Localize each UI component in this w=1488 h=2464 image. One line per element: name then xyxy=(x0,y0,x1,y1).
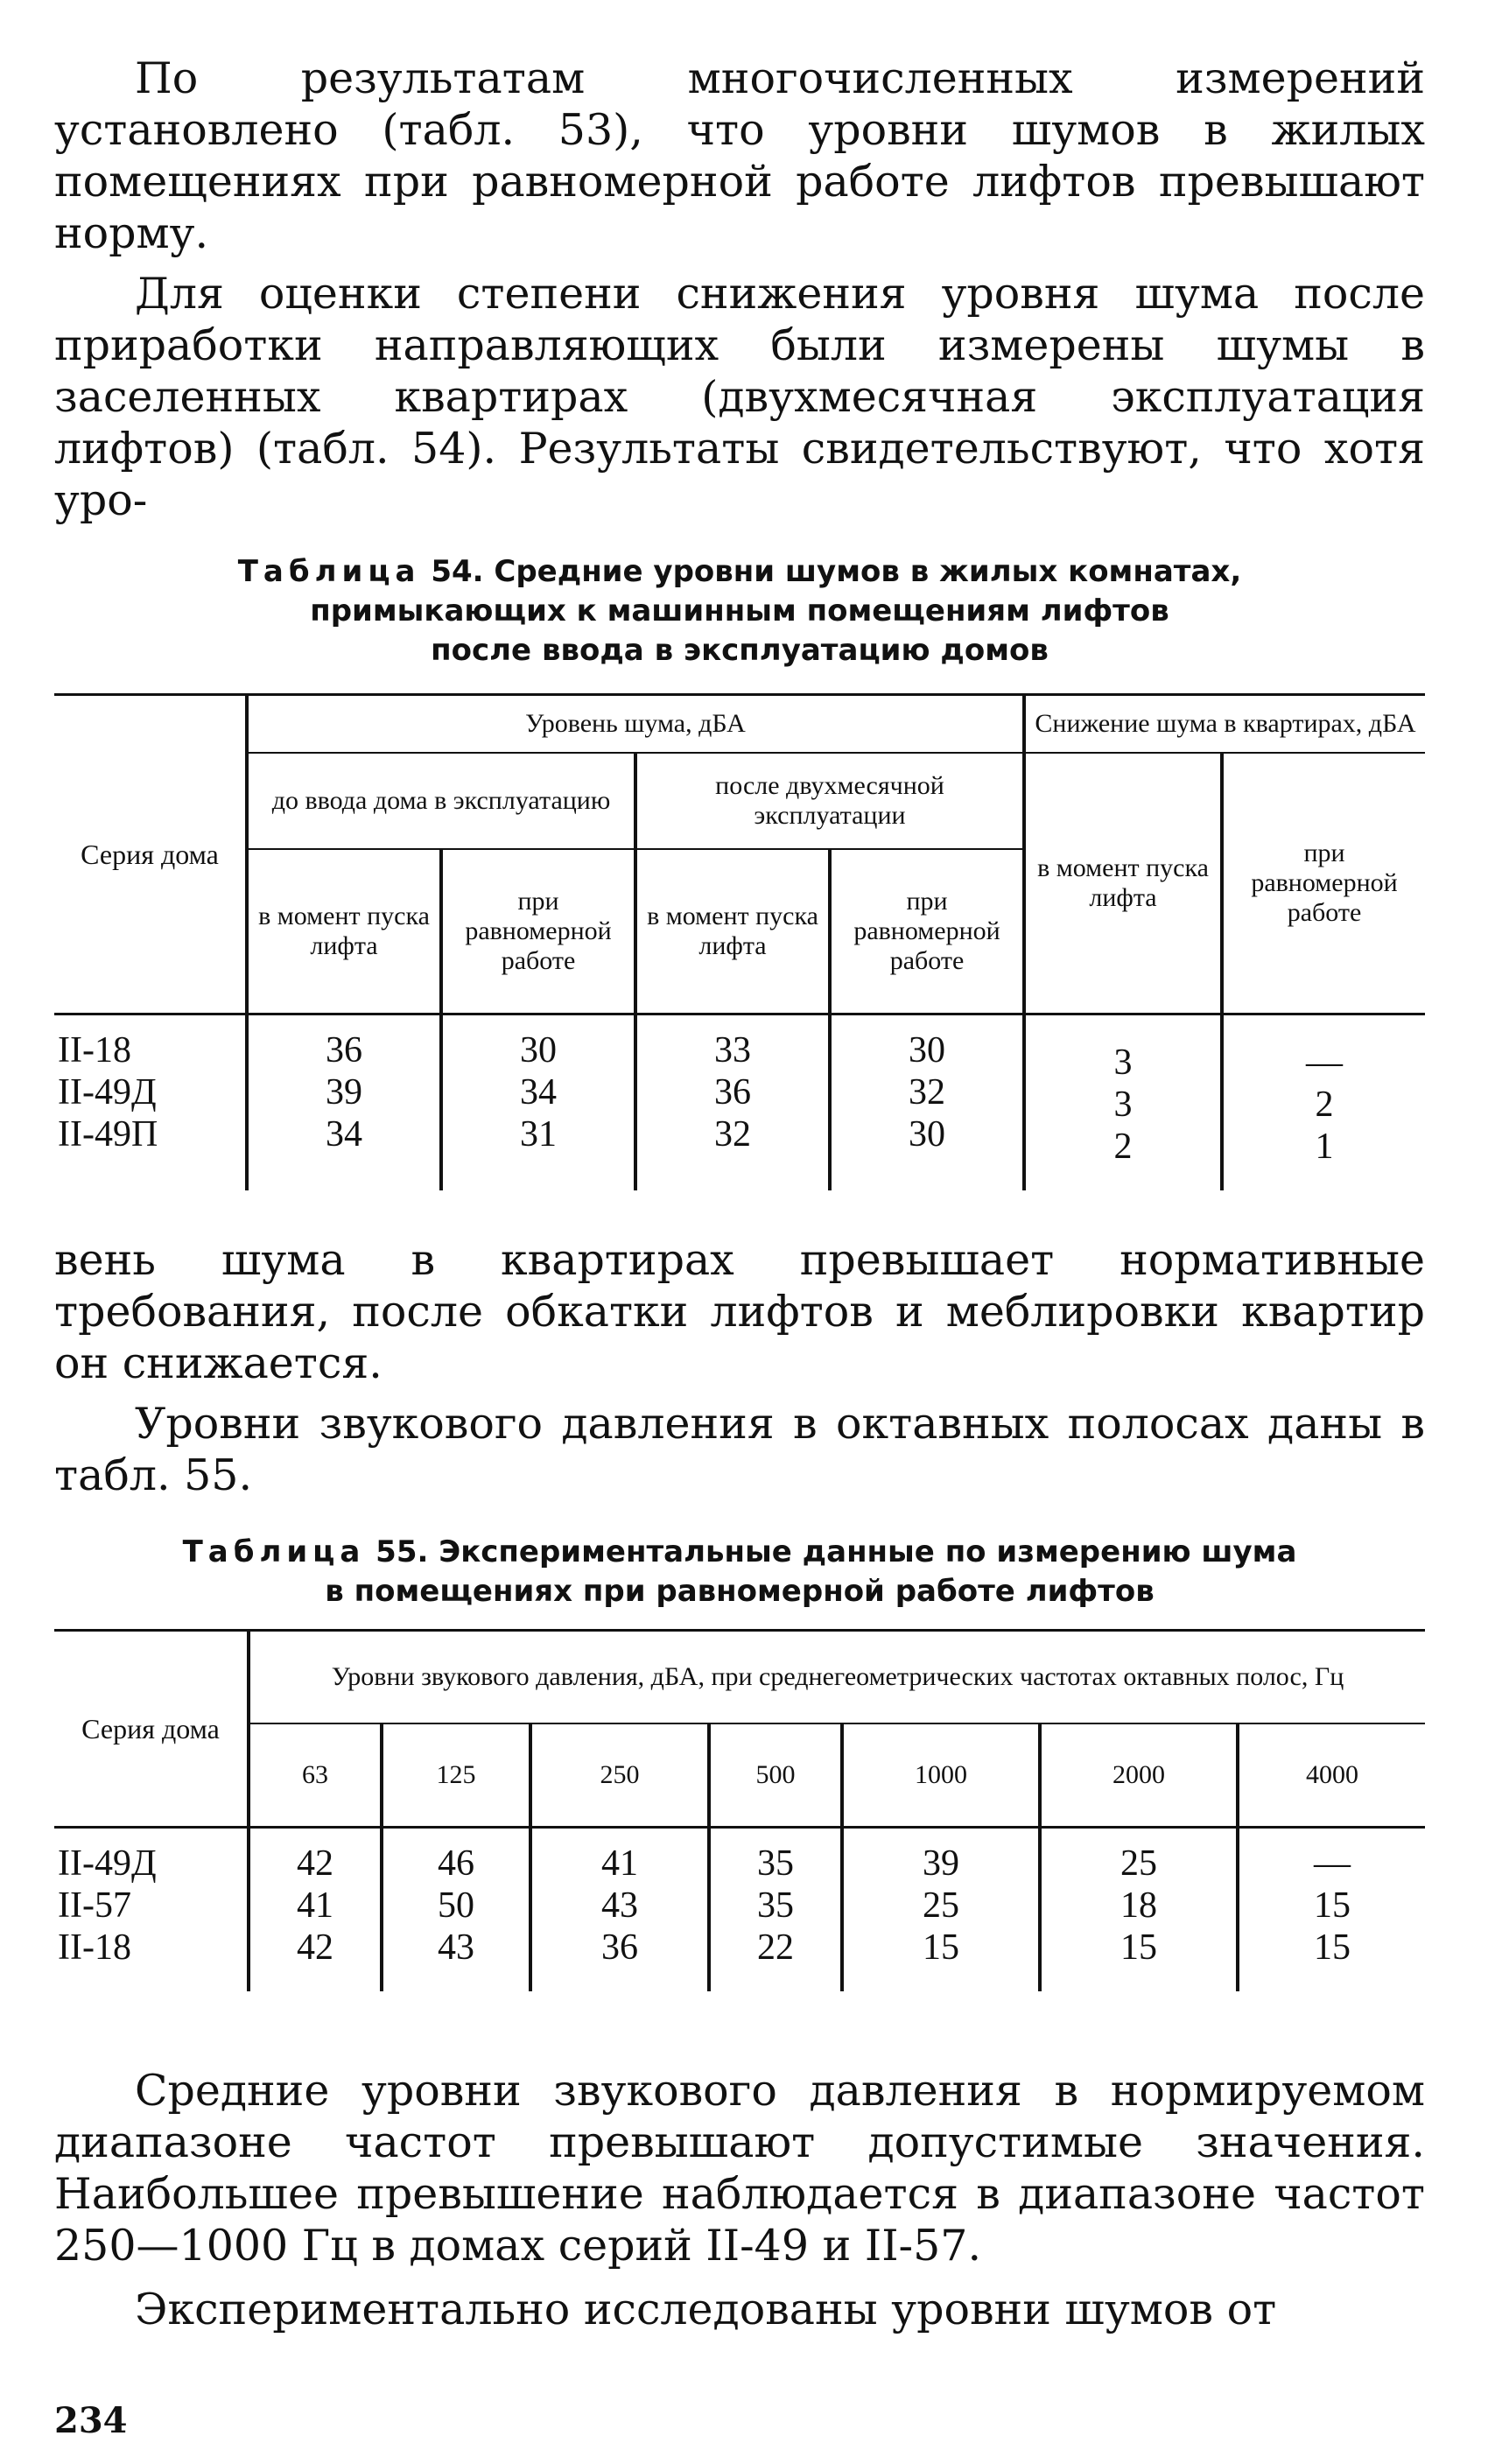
header-series: Серия дома xyxy=(54,695,247,1014)
page xyxy=(54,53,1425,2335)
frequency-header: 63 xyxy=(249,1723,382,1828)
header-noise-level: Уровень шума, дБА xyxy=(247,695,1024,754)
table-label: Таблица xyxy=(237,554,421,589)
data-column: 36 39 34 xyxy=(247,1014,441,1191)
data-column: 3 3 2 xyxy=(1024,1014,1222,1191)
data-column: 41 43 36 xyxy=(530,1828,709,1992)
header-red-start: в момент пуска лифта xyxy=(1024,753,1222,1014)
header-before: до ввода дома в эксплуатацию xyxy=(247,753,635,849)
paragraph: вень шума в квартирах превышает нормативные требования, после обкатки лифтов и меблировки квартир он снижается. xyxy=(54,1235,1425,1388)
header-levels: Уровни звукового давления, дБА, при среднегеометрических частотах октавных полос, Гц xyxy=(249,1631,1425,1724)
data-column: 25 18 15 xyxy=(1040,1828,1238,1992)
header-start: в момент пуска лифта xyxy=(635,849,830,1014)
paragraph: Экспериментально исследованы уровни шумов от xyxy=(135,2285,1277,2334)
page-number: 234 xyxy=(54,2400,128,2441)
header-after: после двухмесячной эксплуатации xyxy=(635,753,1024,849)
table-row xyxy=(54,1014,1425,1191)
series-column: II-18 II-49Д II-49П xyxy=(58,1030,158,1155)
header-start: в момент пуска лифта xyxy=(247,849,441,1014)
frequency-header: 4000 xyxy=(1238,1723,1425,1828)
paragraph: Для оценки степени снижения уровня шума после приработки направляющих были измерены шумы в заселенных квартирах (двухмесячная эксплуатация лифтов) (табл. 54). Результаты свидетельствуют, что хотя уро- xyxy=(54,269,1425,525)
data-column: 35 35 22 xyxy=(709,1828,842,1992)
table-label: Таблица xyxy=(182,1534,366,1569)
paragraph: По результатам многочисленных измерений установлено (табл. 53), что уровни шумов в жилых помещениях при равномерной работе лифтов превышают норму. xyxy=(54,53,1425,258)
frequency-header: 500 xyxy=(709,1723,842,1828)
frequency-header: 2000 xyxy=(1040,1723,1238,1828)
data-column: 42 41 42 xyxy=(249,1828,382,1992)
header-uniform: при равномерной работе xyxy=(830,849,1024,1014)
table54-caption: Таблица 54. Средние уровни шумов в жилых комнатах, примыкающих к машинным помещениям лифтов после ввода в эксплуатацию домов xyxy=(237,554,1242,668)
table55 xyxy=(54,1629,1425,1991)
data-column: 30 34 31 xyxy=(441,1014,635,1191)
frequency-header: 1000 xyxy=(842,1723,1040,1828)
frequency-header: 125 xyxy=(382,1723,530,1828)
data-column: 46 50 43 xyxy=(382,1828,530,1992)
table-row xyxy=(54,1828,1425,1992)
table54 xyxy=(54,693,1425,1190)
data-column: — 15 15 xyxy=(1238,1828,1425,1992)
frequency-header: 250 xyxy=(530,1723,709,1828)
table55-caption: Таблица 55. Экспериментальные данные по измерению шума в помещениях при равномерной работе лифтов xyxy=(182,1534,1297,1609)
header-reduction: Снижение шума в квартирах, дБА xyxy=(1024,695,1425,754)
header-uniform: при равномерной работе xyxy=(441,849,635,1014)
paragraph: Уровни звукового давления в октавных полосах даны в табл. 55. xyxy=(54,1399,1425,1500)
header-red-uniform: при равномерной работе xyxy=(1222,753,1425,1014)
header-series: Серия дома xyxy=(54,1631,249,1828)
data-column: 30 32 30 xyxy=(830,1014,1024,1191)
series-column: II-49Д II-57 II-18 xyxy=(58,1843,157,1968)
data-column: 39 25 15 xyxy=(842,1828,1040,1992)
paragraph: Средние уровни звукового давления в нормируемом диапазоне частот превышают допустимые значения. Наибольшее превышение наблюдается в диапазоне частот 250—1000 Гц в домах серий II-49 и II-57. xyxy=(54,2066,1425,2271)
data-column: — 2 1 xyxy=(1222,1014,1425,1191)
data-column: 33 36 32 xyxy=(635,1014,830,1191)
